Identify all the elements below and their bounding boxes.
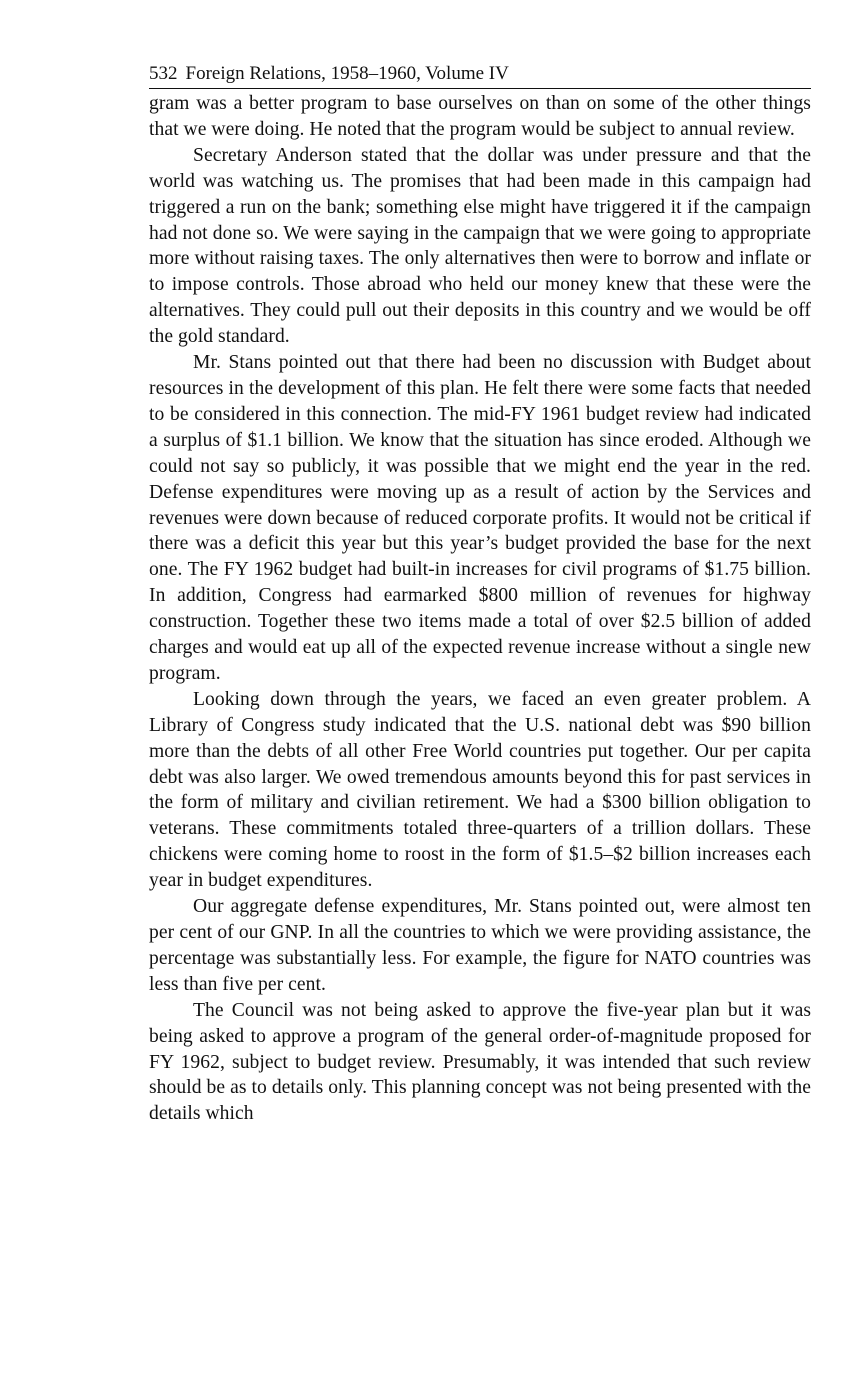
body-text bbox=[149, 91, 811, 1127]
running-head bbox=[149, 60, 811, 89]
paragraph-national-debt: Looking down through the years, we faced an even greater problem. A Library of Congress study indicated that the U.S. national debt was $90 billion more than the debts of all other Free World countries put together. Our per capita debt was also larger. We owed tremendous amounts beyond this for past services in the form of military and civilian retirement. We had a $300 billion obligation to veterans. These commitments totaled three-quarters of a trillion dollars. These chickens were coming home to roost in the form of $1.5–$2 billion increases each year in budget expenditures. bbox=[149, 688, 811, 892]
paragraph-anderson: Secretary Anderson stated that the dollar was under pressure and that the world was watching us. The promises that had been made in this campaign had triggered a run on the bank; something else might have triggered it if the campaign had not done so. We were saying in the campaign that we were going to appropriate more without raising taxes. The only alternatives then were to borrow and inflate or to impose controls. Those abroad who held our money knew that these were the alternatives. They could pull out their deposits in this country and we would be off the gold standard. bbox=[149, 144, 811, 348]
paragraph-defense-expenditures: Our aggregate defense expenditures, Mr. Stans pointed out, were almost ten per cent of our GNP. In all the countries to which we were providing assistance, the percentage was substantially less. For example, the figure for NATO countries was less than five per cent. bbox=[149, 896, 811, 995]
running-head-title: Foreign Relations, 1958–1960, Volume IV bbox=[185, 63, 509, 84]
page-number: 532 bbox=[149, 63, 178, 84]
paragraph-stans-budget: Mr. Stans pointed out that there had been no discussion with Budget about resources in the development of this plan. He felt there were some facts that needed to be considered in this connection. The mid-FY 1961 budget review had indicated a surplus of $1.1 billion. We know that the situation has since eroded. Although we could not say so publicly, it was possible that we might end the year in the red. Defense expenditures were moving up as a result of action by the Services and revenues were down because of reduced corporate profits. It would not be critical if there was a deficit this year but this year’s budget provided the base for the next one. The FY 1962 budget had built-in increases for civil programs of $1.75 billion. In addition, Congress had earmarked $800 million of revenues for highway construction. Together these two items made a total of over $2.5 billion of added charges and would eat up all of the expected revenue increase without a single new program. bbox=[149, 352, 811, 684]
document-page bbox=[149, 60, 811, 1127]
paragraph-continuation: gram was a better program to base ourselves on than on some of the other things that we were doing. He noted that the program would be subject to annual review. bbox=[149, 93, 811, 140]
paragraph-council: The Council was not being asked to approve the five-year plan but it was being asked to approve a program of the general order-of-magnitude proposed for FY 1962, subject to budget review. Presumably, it was intended that such review should be as to details only. This planning concept was not being presented with the details which bbox=[149, 999, 811, 1125]
